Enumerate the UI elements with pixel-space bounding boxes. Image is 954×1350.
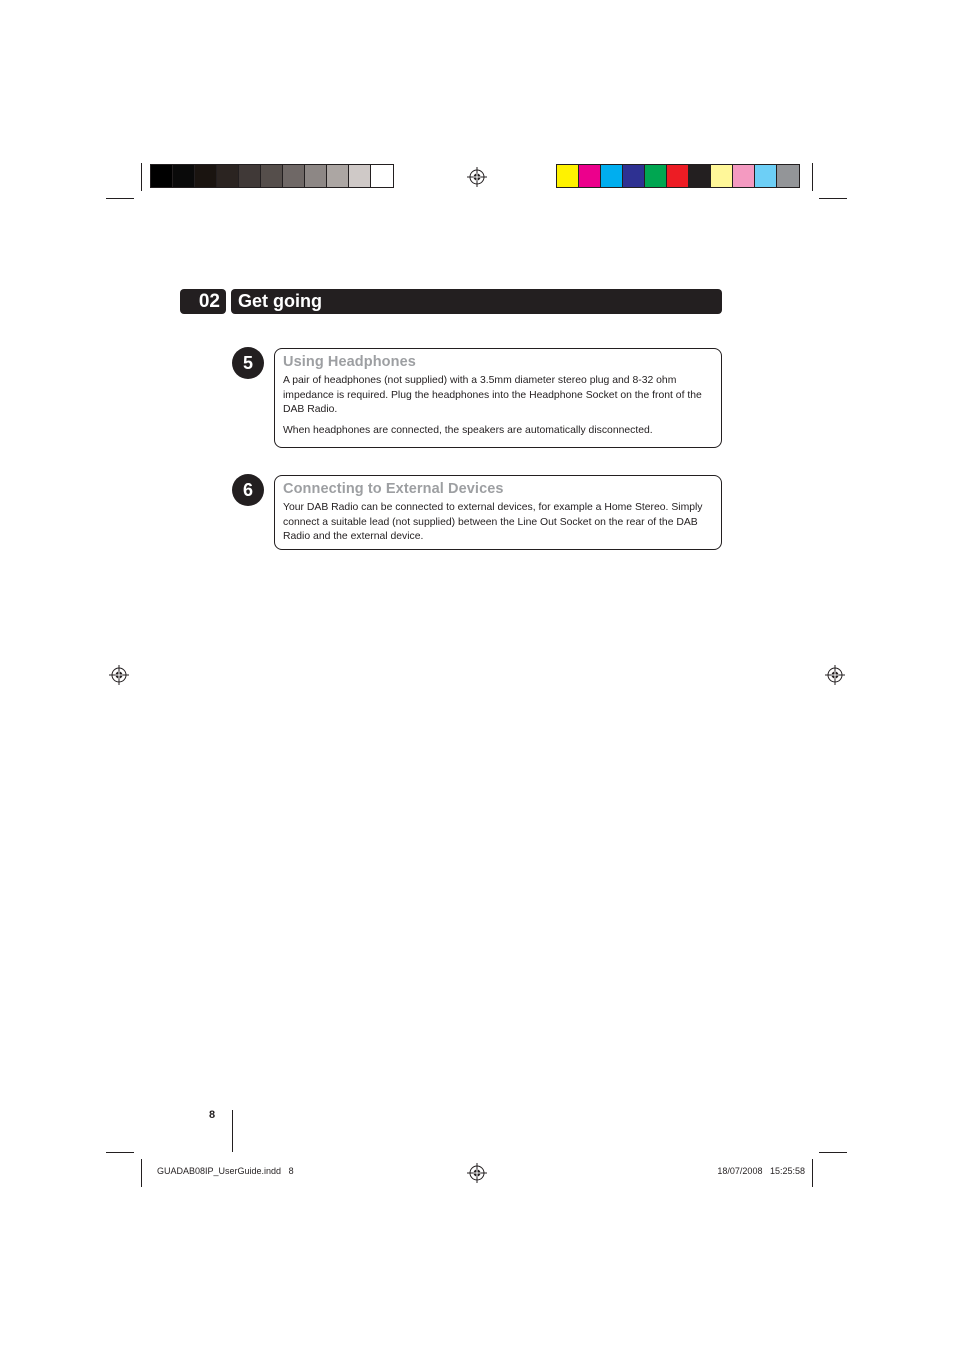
color-swatch [327,165,349,187]
color-swatch [557,165,579,187]
section-title: Get going [231,289,722,314]
step-paragraph: A pair of headphones (not supplied) with a 3.5mm diameter stereo plug and 8-32 ohm impedance is required. Plug the headphones into the Headphone Socket on the front of the DAB Radio. [283,375,702,415]
color-swatch [283,165,305,187]
crop-mark [106,198,134,199]
color-swatch [305,165,327,187]
color-swatch [261,165,283,187]
step-number-badge: 5 [232,347,264,379]
color-swatch [349,165,371,187]
crop-mark [141,163,142,191]
step-paragraph: Your DAB Radio can be connected to external devices, for example a Home Stereo. Simply connect a suitable lead (not supplied) between the Line Out Socket on the rear of the DAB Radio and the external device. [283,502,703,542]
step-paragraph: When headphones are connected, the speakers are automatically disconnected. [283,424,653,436]
page-number-rule [232,1110,233,1152]
color-swatch [689,165,711,187]
step-heading: Connecting to External Devices [283,481,504,497]
crop-mark [141,1159,142,1187]
color-swatch [645,165,667,187]
crop-mark [819,1152,847,1153]
color-swatch [601,165,623,187]
color-swatch [371,165,393,187]
file-slug: GUADAB08IP_UserGuide.indd 8 [157,1166,294,1176]
registration-mark-icon [109,665,129,685]
step-box-external-devices [274,475,722,550]
color-swatch [217,165,239,187]
step-number-badge: 6 [232,474,264,506]
registration-mark-icon [467,167,487,187]
registration-mark-icon [825,665,845,685]
color-swatch [667,165,689,187]
page-number: 8 [209,1109,216,1121]
color-swatch [755,165,777,187]
step-box-headphones [274,348,722,448]
color-swatch [711,165,733,187]
color-swatch [173,165,195,187]
color-swatch [239,165,261,187]
color-swatch [579,165,601,187]
color-swatch [777,165,799,187]
color-swatch [195,165,217,187]
date-slug: 18/07/2008 15:25:58 [717,1166,805,1176]
step-heading: Using Headphones [283,354,416,370]
grayscale-swatch-bar [150,164,394,188]
crop-mark [812,163,813,191]
color-swatch [733,165,755,187]
crop-mark [819,198,847,199]
crop-mark [106,1152,134,1153]
section-number: 02 [180,289,226,314]
crop-mark [812,1159,813,1187]
color-swatch [623,165,645,187]
process-color-swatch-bar [556,164,800,188]
color-swatch [151,165,173,187]
registration-mark-icon [467,1163,487,1183]
